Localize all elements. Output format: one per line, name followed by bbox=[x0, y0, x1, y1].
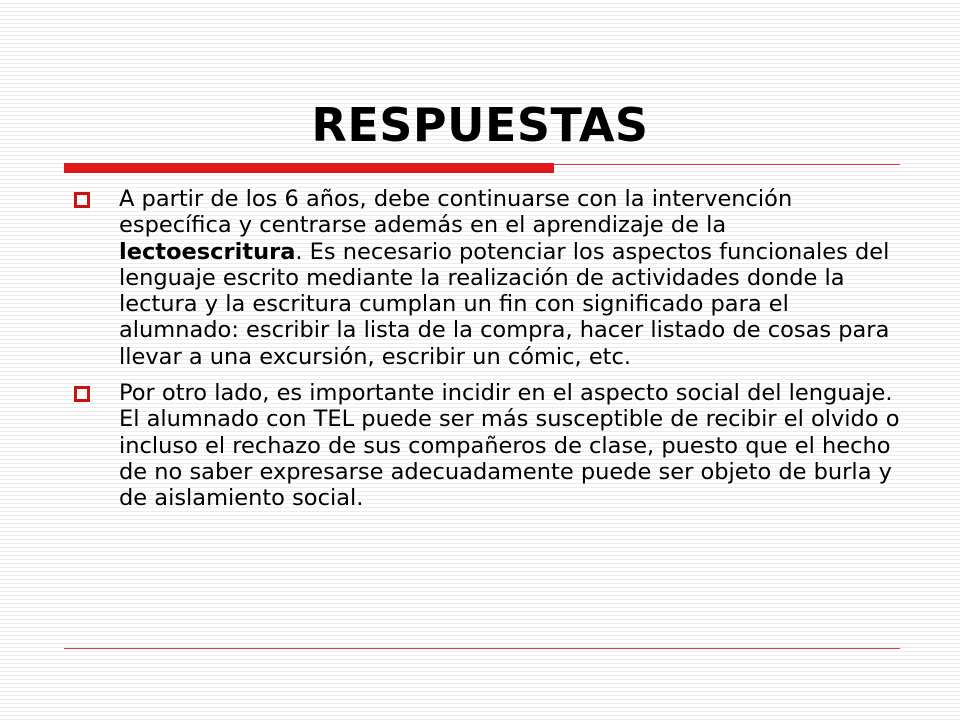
hollow-square-bullet-icon bbox=[74, 192, 90, 208]
bullet-1-bold-term: lectoescritura bbox=[119, 238, 296, 265]
bullet-list bbox=[72, 186, 902, 522]
title-underline-accent-bar bbox=[64, 163, 554, 173]
bullet-1-text-after: . Es necesario potenciar los aspectos funcionales del lenguaje escrito mediante la realización de actividades donde la lectura y la escritura cumplan un fin con significado para el alumnado: escribir la lista de la compra, hacer listado de cosas para llevar a una excursión, escribir un cómic, etc. bbox=[119, 238, 890, 370]
bullet-text-2: Por otro lado, es importante incidir en el aspecto social del lenguaje. El alumnado con TEL puede ser más susceptible de recibir el olvido o incluso el rechazo de sus compañeros de clase, puesto que el hecho de no saber expresarse adecuadamente puede ser objeto de burla y de aislamiento social. bbox=[119, 380, 900, 512]
bullet-1-text-before: A partir de los 6 años, debe continuarse con la intervención específica y centrarse además en el aprendizaje de la bbox=[119, 186, 793, 239]
bullet-item-2 bbox=[72, 380, 902, 511]
slide-title: RESPUESTAS bbox=[311, 98, 649, 152]
hollow-square-bullet-icon bbox=[74, 386, 90, 402]
bullet-text-1 bbox=[119, 186, 889, 370]
bullet-item-1 bbox=[72, 186, 902, 370]
footer-rule bbox=[64, 648, 900, 649]
